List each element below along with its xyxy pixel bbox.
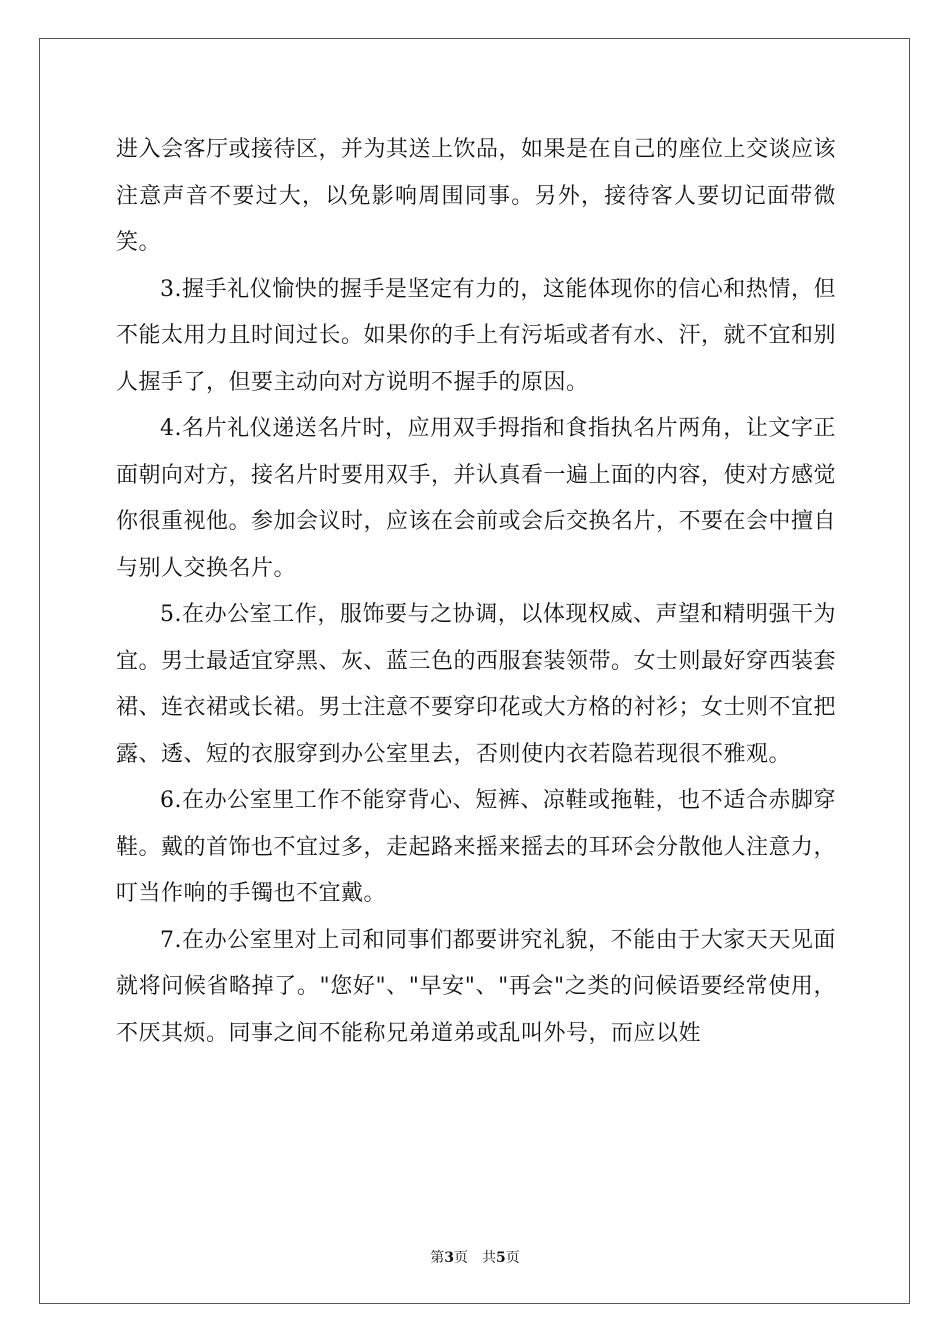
footer-prefix: 第 — [430, 1250, 445, 1266]
document-body — [116, 127, 836, 1057]
paragraph-continued: 进入会客厅或接待区，并为其送上饮品，如果是在自己的座位上交谈应该注意声音不要过大，以免影响周围同事。另外，接待客人要切记面带微笑。 — [116, 137, 837, 255]
page-footer — [0, 1247, 950, 1267]
footer-current-page: 3 — [444, 1250, 454, 1266]
paragraph-business-card: 4.名片礼仪递送名片时，应用双手拇指和食指执名片两角，让文字正面朝向对方，接名片时要用双手，并认真看一遍上面的内容，使对方感觉你很重视他。参加会议时，应该在会前或会后交换名片，不要在会中擅自与别人交换名片。 — [116, 416, 837, 581]
paragraph-accessories: 6.在办公室里工作不能穿背心、短裤、凉鞋或拖鞋，也不适合赤脚穿鞋。戴的首饰也不宜过多，走起路来摇来摇去的耳环会分散他人注意力，叮当作响的手镯也不宜戴。 — [116, 788, 837, 906]
footer-total-pages: 5 — [496, 1250, 506, 1266]
paragraph-handshake: 3.握手礼仪愉快的握手是坚定有力的，这能体现你的信心和热情，但不能太用力且时间过长。如果你的手上有污垢或者有水、汗，就不宜和别人握手了，但要主动向对方说明不握手的原因。 — [116, 276, 837, 395]
footer-suffix: 页 — [505, 1250, 520, 1266]
footer-middle: 页 共 — [454, 1250, 496, 1266]
paragraph-courtesy: 7.在办公室里对上司和同事们都要讲究礼貌，不能由于大家天天见面就将问候省略掉了。"您好"、"早安"、"再会"之类的问候语要经常使用，不厌其烦。同事之间不能称兄弟道弟或乱叫外号，而应以姓 — [116, 927, 836, 1046]
paragraph-attire: 5.在办公室工作，服饰要与之协调，以体现权威、声望和精明强干为宜。男士最适宜穿黑、灰、蓝三色的西服套装领带。女士则最好穿西装套裙、连衣裙或长裙。男士注意不要穿印花或大方格的衬衫；女士则不宜把露、透、短的衣服穿到办公室里去，否则使内衣若隐若现很不雅观。 — [116, 602, 837, 767]
